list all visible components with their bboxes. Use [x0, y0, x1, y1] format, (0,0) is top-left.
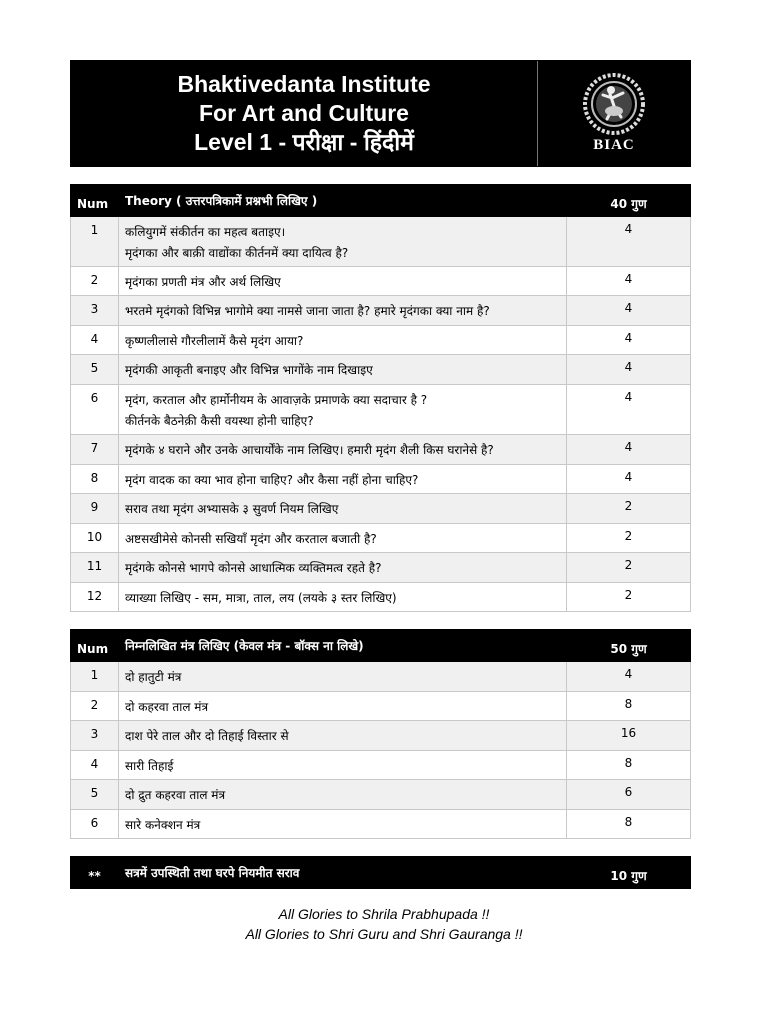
title-line-2: For Art and Culture: [199, 100, 409, 126]
question-marks: 4: [567, 435, 691, 465]
question-line: कलियुगमें संकीर्तन का महत्व बताइए।: [125, 225, 286, 239]
table-row: [71, 751, 691, 780]
question-line: कृष्णलीलासे गौरलीलामें कैसे मृदंग आया?: [125, 334, 304, 348]
theory-title-header: Theory ( उत्तरपत्रिकामें प्रश्नभी लिखिए ): [119, 185, 567, 217]
question-text: [119, 553, 567, 583]
question-number: 1: [71, 662, 119, 692]
question-number: 10: [71, 524, 119, 553]
question-text: [119, 355, 567, 385]
theory-num-header: Num: [71, 185, 119, 217]
question-marks: 2: [567, 494, 691, 524]
footer-blessings: [0, 904, 768, 944]
question-line: मृदंगकी आकृती बनाइए और विभिन्न भागोंके नाम दिखाइए: [125, 363, 373, 377]
question-number: 6: [71, 810, 119, 839]
question-marks: 4: [567, 296, 691, 326]
question-number: 7: [71, 435, 119, 465]
question-line: व्याख्या लिखिए - सम, मात्रा, ताल, लय (लयके ३ स्तर लिखिए): [125, 591, 397, 605]
question-text: [119, 465, 567, 494]
question-number: 2: [71, 267, 119, 296]
table-row: [71, 692, 691, 721]
practice-title: सत्रमें उपस्थिती तथा घरपे नियमीत सराव: [119, 857, 567, 889]
question-line: दो हातुटी मंत्र: [125, 670, 182, 684]
question-line: मृदंग वादक का क्या भाव होना चाहिए? और कैसा नहीं होना चाहिए?: [125, 473, 419, 487]
question-text: [119, 662, 567, 692]
mantra-marks-header: 50 गुण: [567, 630, 691, 662]
theory-marks-header: 40 गुण: [567, 185, 691, 217]
question-number: 8: [71, 465, 119, 494]
table-row: [71, 780, 691, 810]
question-marks: 4: [567, 465, 691, 494]
question-text: [119, 385, 567, 435]
question-line: सराव तथा मृदंग अभ्यासके ३ सुवर्ण नियम लिखिए: [125, 502, 339, 516]
question-number: 4: [71, 326, 119, 355]
question-text: [119, 524, 567, 553]
practice-marker: **: [71, 857, 119, 889]
question-text: [119, 326, 567, 355]
table-row: [71, 326, 691, 355]
table-row: [71, 810, 691, 839]
question-number: 4: [71, 751, 119, 780]
question-marks: 2: [567, 583, 691, 612]
dancer-emblem-icon: [583, 73, 645, 135]
table-row: [71, 267, 691, 296]
question-number: 2: [71, 692, 119, 721]
document-header: [70, 60, 691, 167]
table-row: [71, 217, 691, 267]
question-line: मृदंगके कोनसे भागपे कोनसे आधात्मिक व्यक्तिमत्व रहते है?: [125, 561, 382, 575]
question-number: 6: [71, 385, 119, 435]
question-text: [119, 296, 567, 326]
question-marks: 4: [567, 355, 691, 385]
question-marks: 4: [567, 267, 691, 296]
question-number: 5: [71, 780, 119, 810]
practice-row: [71, 857, 691, 889]
question-line: सारे कनेक्शन मंत्र: [125, 818, 201, 832]
theory-table: [70, 184, 691, 612]
table-row: [71, 465, 691, 494]
question-number: 3: [71, 721, 119, 751]
question-text: [119, 780, 567, 810]
question-line: भरतमे मृदंगको विभिन्न भागोमे क्या नामसे जाना जाता है? हमारे मृदंगका क्या नाम है?: [125, 304, 490, 318]
question-marks: 8: [567, 751, 691, 780]
practice-marks: 10 गुण: [567, 857, 691, 889]
mantra-num-header: Num: [71, 630, 119, 662]
question-line: अष्टसखीमेसे कोनसी सखियाँ मृदंग और करताल बजाती है?: [125, 532, 377, 546]
question-marks: 4: [567, 385, 691, 435]
question-line: मृदंगका और बाक़ी वाद्योंका कीर्तनमें क्या दायित्व है?: [125, 246, 349, 260]
table-row: [71, 553, 691, 583]
question-text: [119, 267, 567, 296]
logo-text: BIAC: [593, 137, 635, 153]
question-number: 3: [71, 296, 119, 326]
mantra-table: [70, 629, 691, 839]
question-text: [119, 435, 567, 465]
question-line: दो द्रुत कहरवा ताल मंत्र: [125, 788, 226, 802]
question-number: 12: [71, 583, 119, 612]
mantra-title-header: निम्नलिखित मंत्र लिखिए (केवल मंत्र - बॉक्स ना लिखे): [119, 630, 567, 662]
question-number: 9: [71, 494, 119, 524]
title-line-3: Level 1 - परीक्षा - हिंदीमें: [194, 129, 414, 155]
question-number: 5: [71, 355, 119, 385]
table-row: [71, 355, 691, 385]
question-text: [119, 810, 567, 839]
question-line: मृदंग, करताल और हार्मोनीयम के आवाज़के प्रमाणके क्या सदाचार है ?: [125, 393, 428, 407]
footer-line-1: All Glories to Shrila Prabhupada !!: [278, 906, 490, 922]
question-number: 1: [71, 217, 119, 267]
question-marks: 2: [567, 553, 691, 583]
table-row: [71, 385, 691, 435]
table-row: [71, 662, 691, 692]
table-row: [71, 435, 691, 465]
question-line: मृदंगके ४ घराने और उनके आचार्योंके नाम लिखिए। हमारी मृदंग शैली किस घरानेसे है?: [125, 443, 494, 457]
mantra-header-row: [71, 630, 691, 662]
title-line-1: Bhaktivedanta Institute: [177, 71, 431, 97]
question-text: [119, 217, 567, 267]
footer-line-2: All Glories to Shri Guru and Shri Gauranga !!: [245, 926, 523, 942]
question-marks: 8: [567, 692, 691, 721]
question-text: [119, 583, 567, 612]
question-marks: 8: [567, 810, 691, 839]
question-text: [119, 721, 567, 751]
table-row: [71, 494, 691, 524]
question-text: [119, 751, 567, 780]
question-line: दो कहरवा ताल मंत्र: [125, 700, 209, 714]
table-row: [71, 296, 691, 326]
institute-logo: [537, 61, 690, 166]
table-row: [71, 583, 691, 612]
question-line: दाश पेरे ताल और दो तिहाई विस्तार से: [125, 729, 289, 743]
institute-title: [71, 61, 537, 166]
question-text: [119, 692, 567, 721]
question-marks: 6: [567, 780, 691, 810]
question-marks: 2: [567, 524, 691, 553]
question-line: कीर्तनके बैठनेक़ी कैसी वयस्था होनी चाहिए?: [125, 414, 314, 428]
question-line: सारी तिहाई: [125, 759, 174, 773]
table-row: [71, 524, 691, 553]
theory-header-row: [71, 185, 691, 217]
practice-table: [70, 856, 691, 889]
question-line: मृदंगका प्रणती मंत्र और अर्थ लिखिए: [125, 275, 281, 289]
question-marks: 4: [567, 217, 691, 267]
question-text: [119, 494, 567, 524]
question-marks: 4: [567, 326, 691, 355]
question-marks: 4: [567, 662, 691, 692]
question-marks: 16: [567, 721, 691, 751]
question-number: 11: [71, 553, 119, 583]
table-row: [71, 721, 691, 751]
